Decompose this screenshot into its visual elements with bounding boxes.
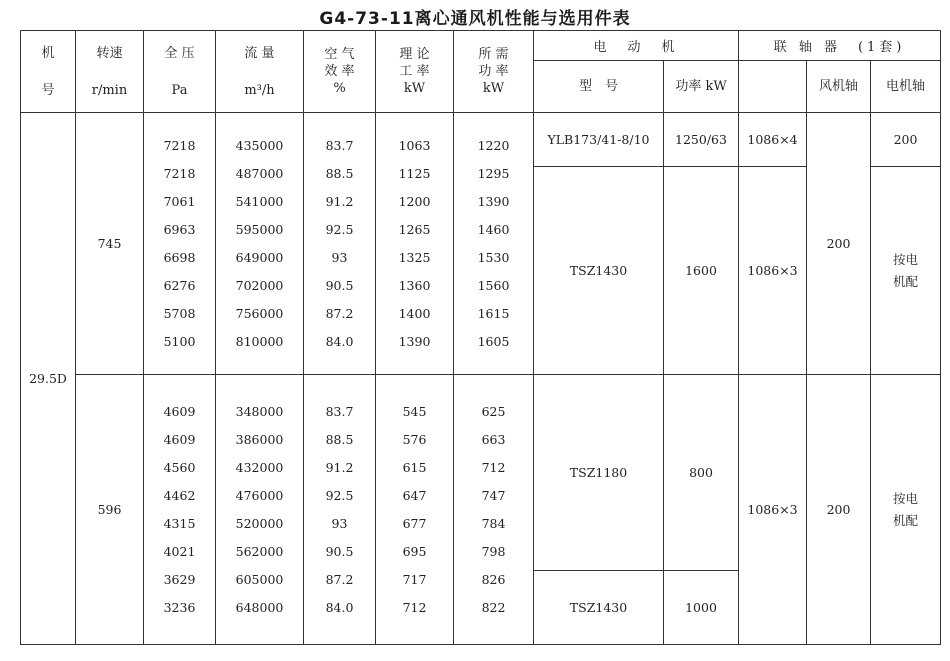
table-title: G4-73-11离心通风机性能与选用件表 (319, 9, 631, 29)
motor-type-tsz1430-596: TSZ1430 (534, 571, 664, 645)
fan-shaft-745: 200 (807, 113, 871, 375)
efficiency-list-745: 83.7 88.5 91.2 92.5 93 90.5 87.2 84.0 (304, 113, 376, 375)
coupling-1086x3-596: 1086×3 (739, 375, 807, 645)
header-pressure: 全 压 Pa (144, 31, 216, 113)
header-speed: 转速 r/min (76, 31, 144, 113)
motor-type-tsz1180: TSZ1180 (534, 375, 664, 571)
performance-table (20, 30, 941, 645)
header-power-required: 所 需 功 率 kW (454, 31, 534, 113)
header-coupling-blank (739, 61, 807, 113)
efficiency-list-596: 83.7 88.5 91.2 92.5 93 90.5 87.2 84.0 (304, 375, 376, 645)
motor-power-800: 800 (664, 375, 739, 571)
header-motor-type: 型 号 (534, 61, 664, 113)
motor-shaft-match-596: 按电机配 (871, 375, 941, 645)
speed-596: 596 (76, 375, 144, 645)
motor-type-ylb173: YLB173/41-8/10 (534, 113, 664, 167)
model-cell: 29.5D (21, 113, 76, 645)
pressure-list-596: 4609 4609 4560 4462 4315 4021 3629 3236 (144, 375, 216, 645)
coupling-1086x4: 1086×4 (739, 113, 807, 167)
motor-power-1600: 1600 (664, 167, 739, 375)
header-model-no: 机 号 (21, 31, 76, 113)
flow-list-596: 348000 386000 432000 476000 520000 562000 605000 648000 (216, 375, 304, 645)
motor-shaft-200: 200 (871, 113, 941, 167)
coupling-1086x3-745: 1086×3 (739, 167, 807, 375)
flow-list-745: 435000 487000 541000 595000 649000 702000 756000 810000 (216, 113, 304, 375)
motor-shaft-match-745: 按电机配 (871, 167, 941, 375)
header-coupling-group: 联 轴 器 (1套) (739, 31, 941, 61)
motor-type-tsz1430-745: TSZ1430 (534, 167, 664, 375)
header-motor-power: 功率 kW (664, 61, 739, 113)
speed-745: 745 (76, 113, 144, 375)
header-motor-shaft: 电机轴 (871, 61, 941, 113)
fan-shaft-596: 200 (807, 375, 871, 645)
header-flow: 流 量 m³/h (216, 31, 304, 113)
power-list-745: 1220 1295 1390 1460 1530 1560 1615 1605 (454, 113, 534, 375)
motor-power-1000: 1000 (664, 571, 739, 645)
pressure-list-745: 7218 7218 7061 6963 6698 6276 5708 5100 (144, 113, 216, 375)
motor-power-1250: 1250/63 (664, 113, 739, 167)
power-list-596: 625 663 712 747 784 798 826 822 (454, 375, 534, 645)
header-efficiency: 空 气 效 率 % (304, 31, 376, 113)
header-motor-group: 电 动 机 (534, 31, 739, 61)
header-work-rate: 理 论 工 率 kW (376, 31, 454, 113)
header-fan-shaft: 风机轴 (807, 61, 871, 113)
work-rate-list-745: 1063 1125 1200 1265 1325 1360 1400 1390 (376, 113, 454, 375)
work-rate-list-596: 545 576 615 647 677 695 717 712 (376, 375, 454, 645)
